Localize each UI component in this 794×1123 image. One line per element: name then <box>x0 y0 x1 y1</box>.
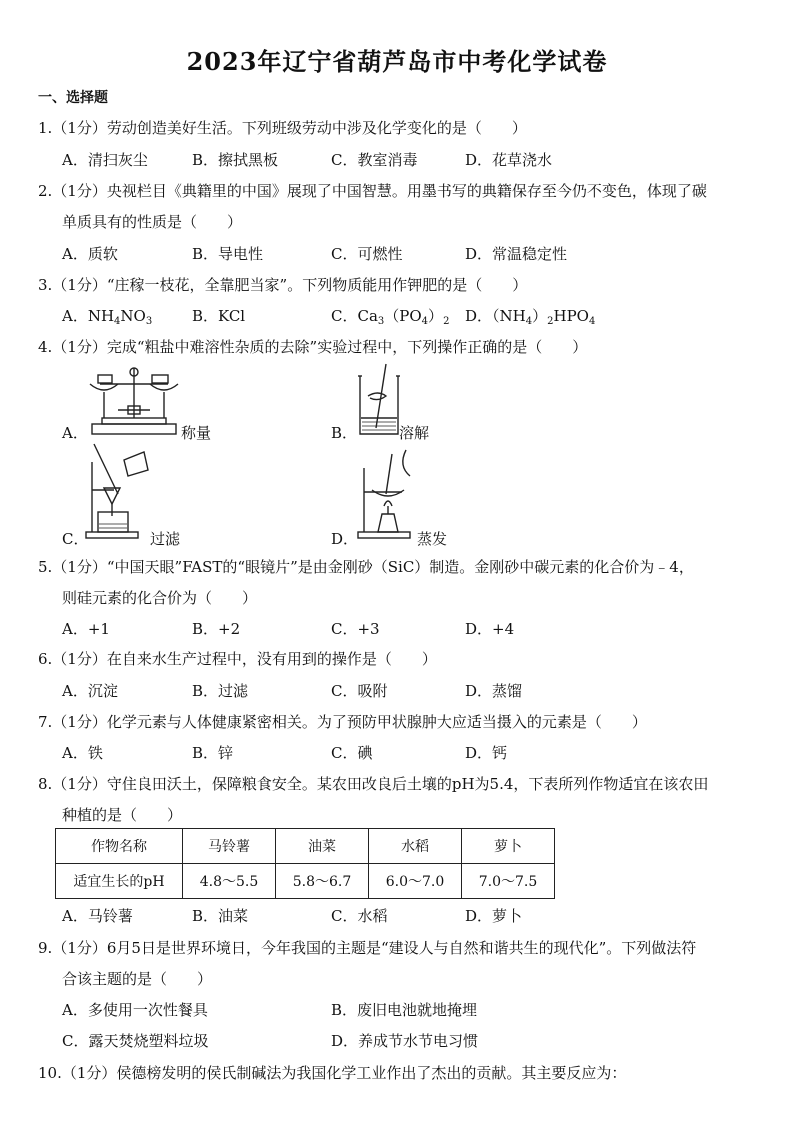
q6-option-c[interactable]: C．吸附 <box>331 682 388 700</box>
q2-option-c[interactable]: C．可燃性 <box>331 245 403 263</box>
q4-option-a-letter[interactable]: A． <box>62 424 88 442</box>
evaporation-setup-figure <box>356 446 418 542</box>
filtration-setup-figure <box>84 442 150 542</box>
q3-option-a[interactable] <box>62 305 152 327</box>
q8-stem-line2: 种植的是（ ） <box>62 806 183 824</box>
q4-option-c-letter[interactable]: C． <box>62 530 89 548</box>
q5-option-b[interactable]: B．+2 <box>192 620 241 638</box>
q3-option-b[interactable]: B．KCl <box>192 307 246 325</box>
q6-option-a[interactable]: A．沉淀 <box>62 682 118 700</box>
q7-option-b[interactable]: B．锌 <box>192 744 234 762</box>
q3-d-sub3: 4 <box>588 316 596 327</box>
section-heading: 一、选择题 <box>38 90 108 106</box>
q3-option-d[interactable] <box>465 305 595 327</box>
table-header-row <box>56 829 555 864</box>
q1-option-a[interactable]: A．清扫灰尘 <box>62 151 148 169</box>
q4-option-a-label: 称量 <box>181 424 212 442</box>
q3-c-sub2: 4 <box>421 316 429 327</box>
q1-stem: 1.（1分）劳动创造美好生活。下列班级劳动中涉及化学变化的是（ ） <box>38 119 527 137</box>
q6-stem: 6.（1分）在自来水生产过程中，没有用到的操作是（ ） <box>38 650 437 668</box>
q1-option-d[interactable]: D．花草浇水 <box>465 151 553 169</box>
q3-d-text3: HPO <box>553 307 589 325</box>
q3-d-sub2: 2 <box>547 316 554 327</box>
q8-option-b[interactable]: B．油菜 <box>192 907 249 925</box>
q2-option-b[interactable]: B．导电性 <box>192 245 264 263</box>
q9-stem-line2: 合该主题的是（ ） <box>62 970 213 988</box>
table-cell: 马铃薯 <box>183 829 276 864</box>
q3-c-sub3: 2 <box>443 316 450 327</box>
q8-option-d[interactable]: D．萝卜 <box>465 907 523 925</box>
q4-option-c-label: 过滤 <box>150 530 181 548</box>
table-cell: 适宜生长的pH <box>56 864 183 899</box>
q4-option-b-letter[interactable]: B． <box>331 424 358 442</box>
table-cell: 油菜 <box>276 829 369 864</box>
table-cell: 6.0～7.0 <box>369 864 462 899</box>
q3-c-text: C．Ca <box>331 307 378 325</box>
q9-stem-line1: 9.（1分）6月5日是世界环境日，今年我国的主题是“建设人与自然和谐共生的现代化”。下列做法符 <box>38 939 697 957</box>
q3-c-sub1: 3 <box>377 316 385 327</box>
q7-option-c[interactable]: C．碘 <box>331 744 373 762</box>
q9-option-d[interactable]: D．养成节水节电习惯 <box>331 1032 479 1050</box>
q4-stem: 4.（1分）完成“粗盐中难溶性杂质的去除”实验过程中，下列操作正确的是（ ） <box>38 338 588 356</box>
page-title: 2023年辽宁省葫芦岛市中考化学试卷 <box>186 47 608 76</box>
crop-ph-table <box>55 828 555 899</box>
q3-d-sub1: 4 <box>525 316 533 327</box>
q3-c-text3: ） <box>428 307 444 325</box>
table-cell: 4.8～5.5 <box>183 864 276 899</box>
q9-option-b[interactable]: B．废旧电池就地掩埋 <box>331 1001 478 1019</box>
table-cell: 作物名称 <box>56 829 183 864</box>
q2-option-d[interactable]: D．常温稳定性 <box>465 245 568 263</box>
q9-option-c[interactable]: C．露天焚烧塑料垃圾 <box>62 1032 209 1050</box>
table-cell: 5.8～6.7 <box>276 864 369 899</box>
q7-stem: 7.（1分）化学元素与人体健康紧密相关。为了预防甲状腺肿大应适当摄入的元素是（ ） <box>38 713 647 731</box>
q3-a-sub2: 3 <box>145 316 153 327</box>
q5-option-d[interactable]: D．+4 <box>465 620 515 638</box>
q3-c-text2: （PO <box>384 307 422 325</box>
q5-stem-line2: 则硅元素的化合价为（ ） <box>62 589 258 607</box>
q3-d-text2: ） <box>532 307 548 325</box>
q5-option-c[interactable]: C．+3 <box>331 620 380 638</box>
q3-a-text: A．NH <box>62 307 115 325</box>
q8-option-c[interactable]: C．水稻 <box>331 907 388 925</box>
beaker-stirring-figure <box>356 362 402 438</box>
table-cell: 7.0～7.5 <box>462 864 555 899</box>
q8-option-a[interactable]: A．马铃薯 <box>62 907 133 925</box>
q1-option-b[interactable]: B．擦拭黑板 <box>192 151 279 169</box>
q4-option-d-letter[interactable]: D． <box>331 530 359 548</box>
q3-d-text: D．（NH <box>465 307 526 325</box>
q3-a-sub1: 4 <box>114 316 121 327</box>
table-row <box>56 864 555 899</box>
balance-scale-figure <box>88 362 180 438</box>
q9-option-a[interactable]: A．多使用一次性餐具 <box>62 1001 208 1019</box>
q2-stem-line2: 单质具有的性质是（ ） <box>62 213 243 231</box>
q4-option-d-label: 蒸发 <box>417 530 448 548</box>
q4-option-b-label: 溶解 <box>399 424 430 442</box>
table-cell: 水稻 <box>369 829 462 864</box>
q7-option-d[interactable]: D．钙 <box>465 744 508 762</box>
table-cell: 萝卜 <box>462 829 555 864</box>
q5-option-a[interactable]: A．+1 <box>62 620 110 638</box>
q7-option-a[interactable]: A．铁 <box>62 744 103 762</box>
q6-option-b[interactable]: B．过滤 <box>192 682 249 700</box>
q10-stem: 10.（1分）侯德榜发明的侯氏制碱法为我国化学工业作出了杰出的贡献。其主要反应为： <box>38 1064 627 1082</box>
q8-stem-line1: 8.（1分）守住良田沃土，保障粮食安全。某农田改良后土壤的pH为5.4，下表所列作物适宜在该农田 <box>38 775 709 793</box>
q3-stem: 3.（1分）“庄稼一枝花，全靠肥当家”。下列物质能用作钾肥的是（ ） <box>38 276 528 294</box>
q5-stem-line1: 5.（1分）“中国天眼”FAST的“眼镜片”是由金刚砂（SiC）制造。金刚砂中碳元素的化合价为﹣4， <box>38 558 694 576</box>
q1-option-c[interactable]: C．教室消毒 <box>331 151 418 169</box>
q2-stem-line1: 2.（1分）央视栏目《典籍里的中国》展现了中国智慧。用墨书写的典籍保存至今仍不变色，体现了碳 <box>38 182 707 200</box>
q3-option-c[interactable] <box>331 305 449 327</box>
q3-a-text2: NO <box>120 307 146 325</box>
q2-option-a[interactable]: A．质软 <box>62 245 118 263</box>
q6-option-d[interactable]: D．蒸馏 <box>465 682 523 700</box>
